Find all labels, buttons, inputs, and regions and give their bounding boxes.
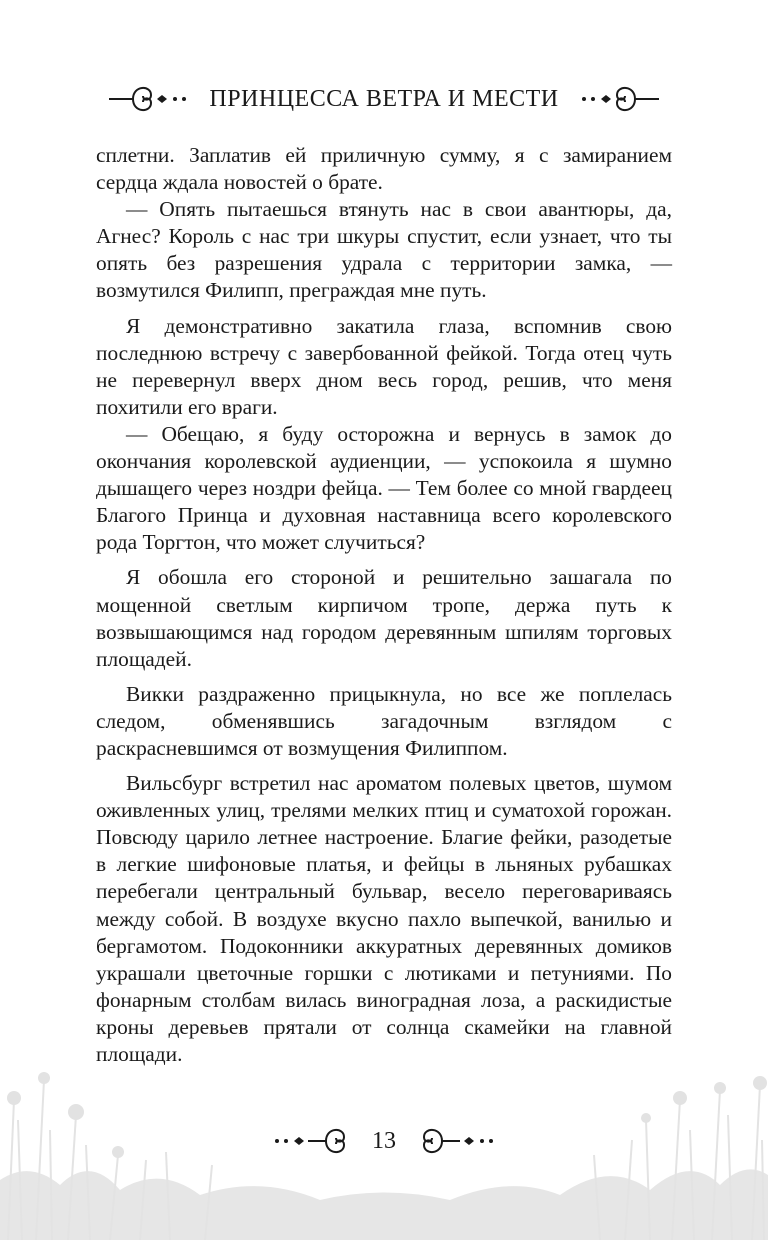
- paragraph: Викки раздраженно прицыкнула, но все же поплелась следом, обменявшись загадочным взглядом с раскрасневшимся от возмущения Филиппом.: [96, 681, 672, 760]
- body-text: [96, 142, 672, 1068]
- paragraph: — Обещаю, я буду осторожна и вернусь в замок до окончания королевской аудиенции, — успокоила я шумно дышащего через ноздри фейца. — Тем более со мной гвардеец Благого Принца и духовная наставница всего королевского рода Торгтон, что может случиться?: [96, 421, 672, 555]
- flourish-right-ornament: [414, 1121, 494, 1161]
- flourish-right-ornament: [581, 79, 661, 119]
- flourish-left-ornament: [274, 1121, 354, 1161]
- page-footer: [0, 1116, 768, 1166]
- book-title: ПРИНЦЕССА ВЕТРА И МЕСТИ: [209, 85, 559, 112]
- paragraph: Я демонстративно закатила глаза, вспомнив свою последнюю встречу с завербованной фейкой. Тогда отец чуть не перевернул вверх дном весь город, решив, что меня похитили его враги.: [96, 313, 672, 419]
- paragraph: — Опять пытаешься втянуть нас в свои авантюры, да, Агнес? Король с нас три шкуры спустит, если узнает, что ты опять без разрешения удрала с территории замка, — возмутился Филипп, преграждая мне путь.: [96, 197, 672, 303]
- flourish-left-ornament: [107, 79, 187, 119]
- paragraph: Я обошла его стороной и решительно зашагала по мощенной светлым кирпичом тропе, держа путь к возвышающимся над городом деревянным шпилям торговых площадей.: [96, 565, 672, 671]
- paragraph: Вильсбург встретил нас ароматом полевых цветов, шумом оживленных улиц, трелями мелких птиц и суматохой горожан. Повсюду царило летнее настроение. Благие фейки, разодетые в легкие шифоновые платья, и фейцы в льняных рубашках перебегали центральный бульвар, весело переговариваясь между собой. В воздухе вкусно пахло выпечкой, ванилью и бергамотом. Подоконники аккуратных деревянных домиков украшали цветочные горшки с лютиками и петуниями. По фонарным столбам вилась виноградная лоза, а раскидистые кроны деревьев прятали от солнца скамейки на главной площади.: [96, 771, 672, 1066]
- running-header: [0, 74, 768, 124]
- paragraph: сплетни. Заплатив ей приличную сумму, я с замиранием сердца ждала новостей о брате.: [96, 143, 672, 195]
- page-number: 13: [372, 1127, 396, 1154]
